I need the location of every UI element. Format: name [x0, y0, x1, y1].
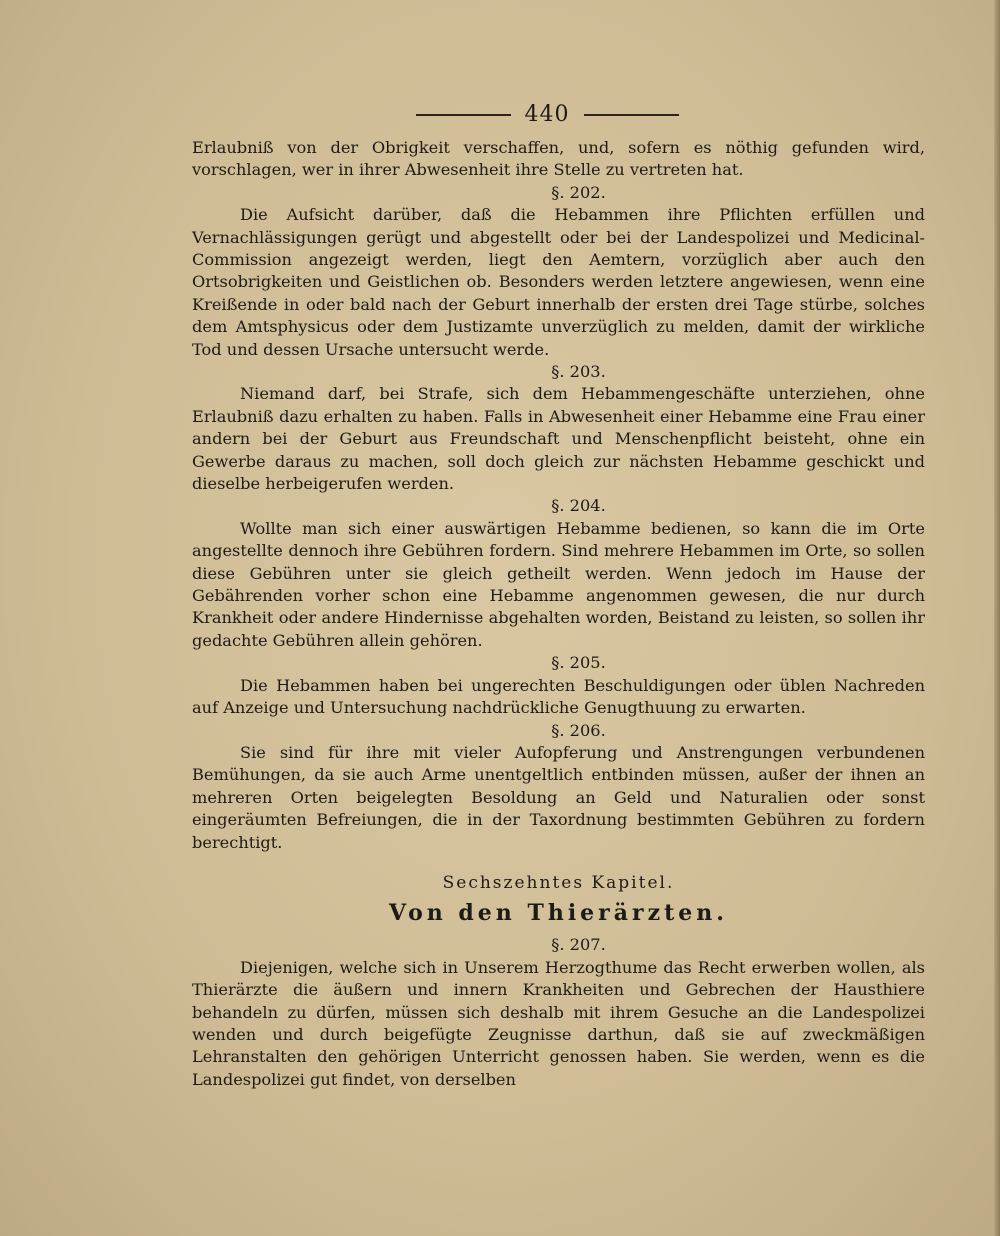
section-text-204: Wollte man sich einer auswärtigen Hebamme bedienen, so kann die im Orte angestellte dennoch ihre Gebühren fordern. Sind mehrere Hebammen im Orte, so sollen diese Gebühren unter sie gleich getheilt werden. Wenn jedoch im Hause der Gebährenden vorher schon eine Hebamme angenommen gewesen, die nur durch Krankheit oder andere Hindernisse abgehalten worden, Beistand zu leisten, so sollen ihr gedachte Gebühren allein gehören. — [192, 518, 925, 650]
header-rule-left — [416, 114, 511, 116]
section-heading-203: §. 203. — [551, 362, 606, 382]
section-text-207: Diejenigen, welche sich in Unserem Herzogthume das Recht erwerben wollen, als Thierärzte die äußern und innern Krankheiten und Gebrechen der Hausthiere behandeln zu dürfen, müssen sich deshalb mit ihrem Gesuche an die Landespolizei wenden und durch beigefügte Zeugnisse darthun, daß sie auf zweckmäßigen Lehranstalten den gehörigen Unterricht genossen haben. Sie werden, wenn es die Landespolizei gut findet, von derselben — [192, 957, 925, 1089]
header-rule-right — [584, 114, 679, 116]
section-heading-206: §. 206. — [551, 720, 606, 740]
section-heading-205: §. 205. — [551, 653, 606, 673]
section-text-206: Sie sind für ihre mit vieler Aufopferung und Anstrengungen verbundenen Bemühungen, da sie auch Arme unentgeltlich entbinden müssen, außer der ihnen an mehreren Orten beigelegten Besoldung an Geld und Naturalien oder sonst eingeräumten Befreiungen, die in der Taxordnung bestimmten Gebühren zu fordern berechtigt. — [192, 742, 925, 852]
section-heading-202: §. 202. — [551, 182, 606, 202]
section-text-203: Niemand darf, bei Strafe, sich dem Hebammengeschäfte unterziehen, ohne Erlaubniß dazu erhalten zu haben. Falls in Abwesenheit einer Hebamme eine Frau einer andern bei der Geburt aus Freundschaft und Menschenpflicht beisteht, ohne ein Gewerbe daraus zu machen, soll doch gleich zur nächsten Hebamme geschickt und dieselbe herbeigerufen werden. — [192, 384, 925, 494]
chapter-title: Von den Thierärzten. — [389, 900, 728, 927]
page-text — [192, 95, 925, 1091]
section-text-205: Die Hebammen haben bei ungerechten Beschuldigungen oder üblen Nachreden auf Anzeige und Untersuchung nachdrückliche Genugthuung zu erwarten. — [192, 675, 925, 718]
chapter-number: Sechszehntes Kapitel. — [442, 872, 675, 893]
page-number: 440 — [524, 101, 570, 127]
section-heading-207: §. 207. — [551, 935, 606, 955]
section-heading-204: §. 204. — [551, 496, 606, 516]
page-header — [247, 95, 847, 135]
intro-paragraph: Erlaubniß von der Obrigkeit verschaffen, und, sofern es nöthig gefunden wird, vorschlagen, wer in ihrer Abwesenheit ihre Stelle zu vertreten hat. — [192, 138, 925, 180]
page-edge — [994, 0, 1000, 1236]
section-text-202: Die Aufsicht darüber, daß die Hebammen ihre Pflichten erfüllen und Vernachlässigungen gerügt und abgestellt oder bei der Landespolizei und Medicinal-Commission angezeigt werden, liegt den Aemtern, vorzüglich aber auch den Ortsobrigkeiten und Geistlichen ob. Besonders werden letztere angewiesen, wenn eine Kreißende in oder bald nach der Geburt innerhalb der ersten drei Tage stürbe, solches dem Amtsphysicus oder dem Justizamte unverzüglich zu melden, damit der wirkliche Tod und dessen Ursache untersucht werde. — [192, 205, 925, 359]
